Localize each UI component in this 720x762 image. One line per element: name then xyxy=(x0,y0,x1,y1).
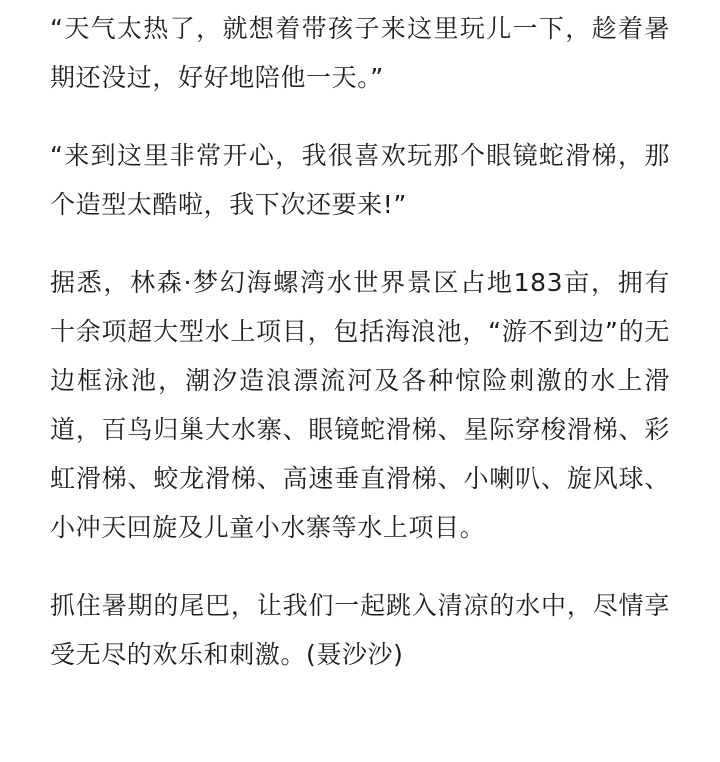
paragraph-closing: 抓住暑期的尾巴，让我们一起跳入清凉的水中，尽情享受无尽的欢乐和刺激。(聂沙沙) xyxy=(50,591,670,669)
paragraph-description: 据悉，林森·梦幻海螺湾水世界景区占地183亩，拥有十余项超大型水上项目，包括海浪池，“游不到边”的无边框泳池，潮汐造浪漂流河及各种惊险刺激的水上滑道，百鸟归巢大水寨、眼镜蛇滑梯、星际穿梭滑梯、彩虹滑梯、蛟龙滑梯、高速垂直滑梯、小喇叭、旋风球、小冲天回旋及儿童小水寨等水上项目。 xyxy=(50,268,670,542)
paragraph-quote-1: “天气太热了，就想着带孩子来这里玩儿一下，趁着暑期还没过，好好地陪他一天。” xyxy=(50,14,670,92)
article-body xyxy=(50,4,670,679)
paragraph-quote-2: “来到这里非常开心，我很喜欢玩那个眼镜蛇滑梯，那个造型太酷啦，我下次还要来!” xyxy=(50,141,670,219)
